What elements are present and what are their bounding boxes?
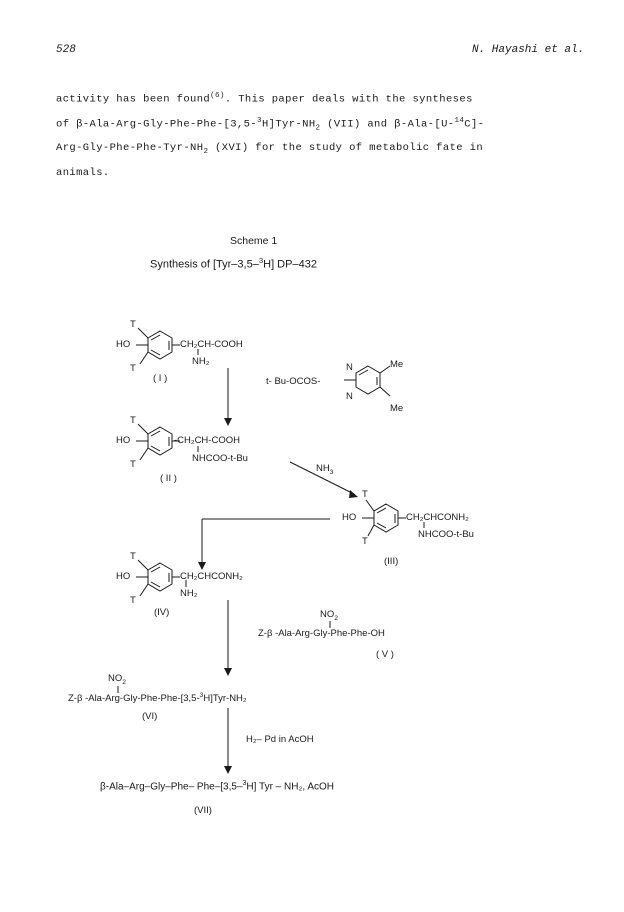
compound-label-III: (III) xyxy=(384,556,399,567)
atom-T: T xyxy=(362,536,368,547)
compound-label-V: ( V ) xyxy=(376,649,394,660)
scheme-subtitle: Synthesis of [Tyr–3,5–$^3$H] DP–432 xyxy=(150,256,317,271)
side-chain-II: -CH₂CH-COOH xyxy=(174,435,240,446)
amine-IV: NH₂ xyxy=(180,588,198,599)
atom-N: N xyxy=(346,362,353,373)
atom-T: T xyxy=(130,319,136,330)
paragraph-line-2: of $\beta-Ala-Arg-Gly-Phe-Phe-[3,5-^3H]Tyr-NH_2$ (VII) and β-Ala-[U-$^{14}$C]- xyxy=(56,117,485,133)
atom-N: N xyxy=(346,391,353,402)
compound-label-IV: (IV) xyxy=(154,607,170,618)
paragraph-line-3: Arg-$Gly-Phe-Phe-Tyr-NH_2$ (XVI) for the study of metabolic fate in xyxy=(56,142,484,157)
nitro-group-V: $NO_2$ xyxy=(320,609,338,622)
paragraph-line-1: activity has been found$^{(6)}$. This paper deals with the syntheses xyxy=(56,92,473,106)
compound-label-II: ( II ) xyxy=(160,473,177,484)
atom-T: T xyxy=(130,415,136,426)
reagent-boc: t- Bu-OCOS- xyxy=(266,376,321,387)
scheme-title: Scheme 1 xyxy=(230,235,278,247)
boc-amine-II: NHCOO-t-Bu xyxy=(192,453,248,464)
atom-T: T xyxy=(362,489,368,500)
atom-HO: HO xyxy=(116,435,131,446)
running-head-authors: N. Hayashi et al. xyxy=(472,44,585,56)
atom-HO: HO xyxy=(116,571,131,582)
ammonia: $NH_3$ xyxy=(316,463,334,476)
nitro-group-VI: $NO_2$ xyxy=(108,673,126,686)
atom-T: T xyxy=(130,551,136,562)
atom-T: T xyxy=(130,595,136,606)
boc-amine-III: NHCOO-t-Bu xyxy=(418,529,474,540)
atom-HO: HO xyxy=(116,339,131,350)
atom-HO: HO xyxy=(342,512,357,523)
compound-label-I: ( I ) xyxy=(153,373,168,384)
atom-T: T xyxy=(130,459,136,470)
compound-label-VI: (VI) xyxy=(142,711,158,722)
hydrogenation-conditions: H₂– Pd in AcOH xyxy=(246,734,314,745)
amine-I: NH₂ xyxy=(192,356,210,367)
atom-Me: Me xyxy=(390,403,404,414)
peptide-VI: Z-β -Ala-Arg-Gly-Phe-Phe-[3,5-$^3$H]Tyr-NH₂ xyxy=(68,692,247,705)
atom-Me: Me xyxy=(390,359,404,370)
side-chain-IV: CH₂CHCONH₂ xyxy=(180,571,243,582)
atom-T: T xyxy=(130,363,136,374)
paragraph-line-4: animals. xyxy=(56,167,110,179)
product-VII: β-Ala–Arg–Gly–Phe– Phe–[3,5–$^3$H] Tyr – NH₂, AcOH xyxy=(100,780,335,793)
peptide-V: Z-β -Ala-Arg-Gly-Phe-Phe-OH xyxy=(258,628,385,639)
page-number: 528 xyxy=(56,44,76,56)
side-chain-III: CH₂CHCONH₂ xyxy=(406,512,469,523)
side-chain-I: CH₂CH-COOH xyxy=(180,339,243,350)
compound-label-VII: (VII) xyxy=(194,805,212,816)
